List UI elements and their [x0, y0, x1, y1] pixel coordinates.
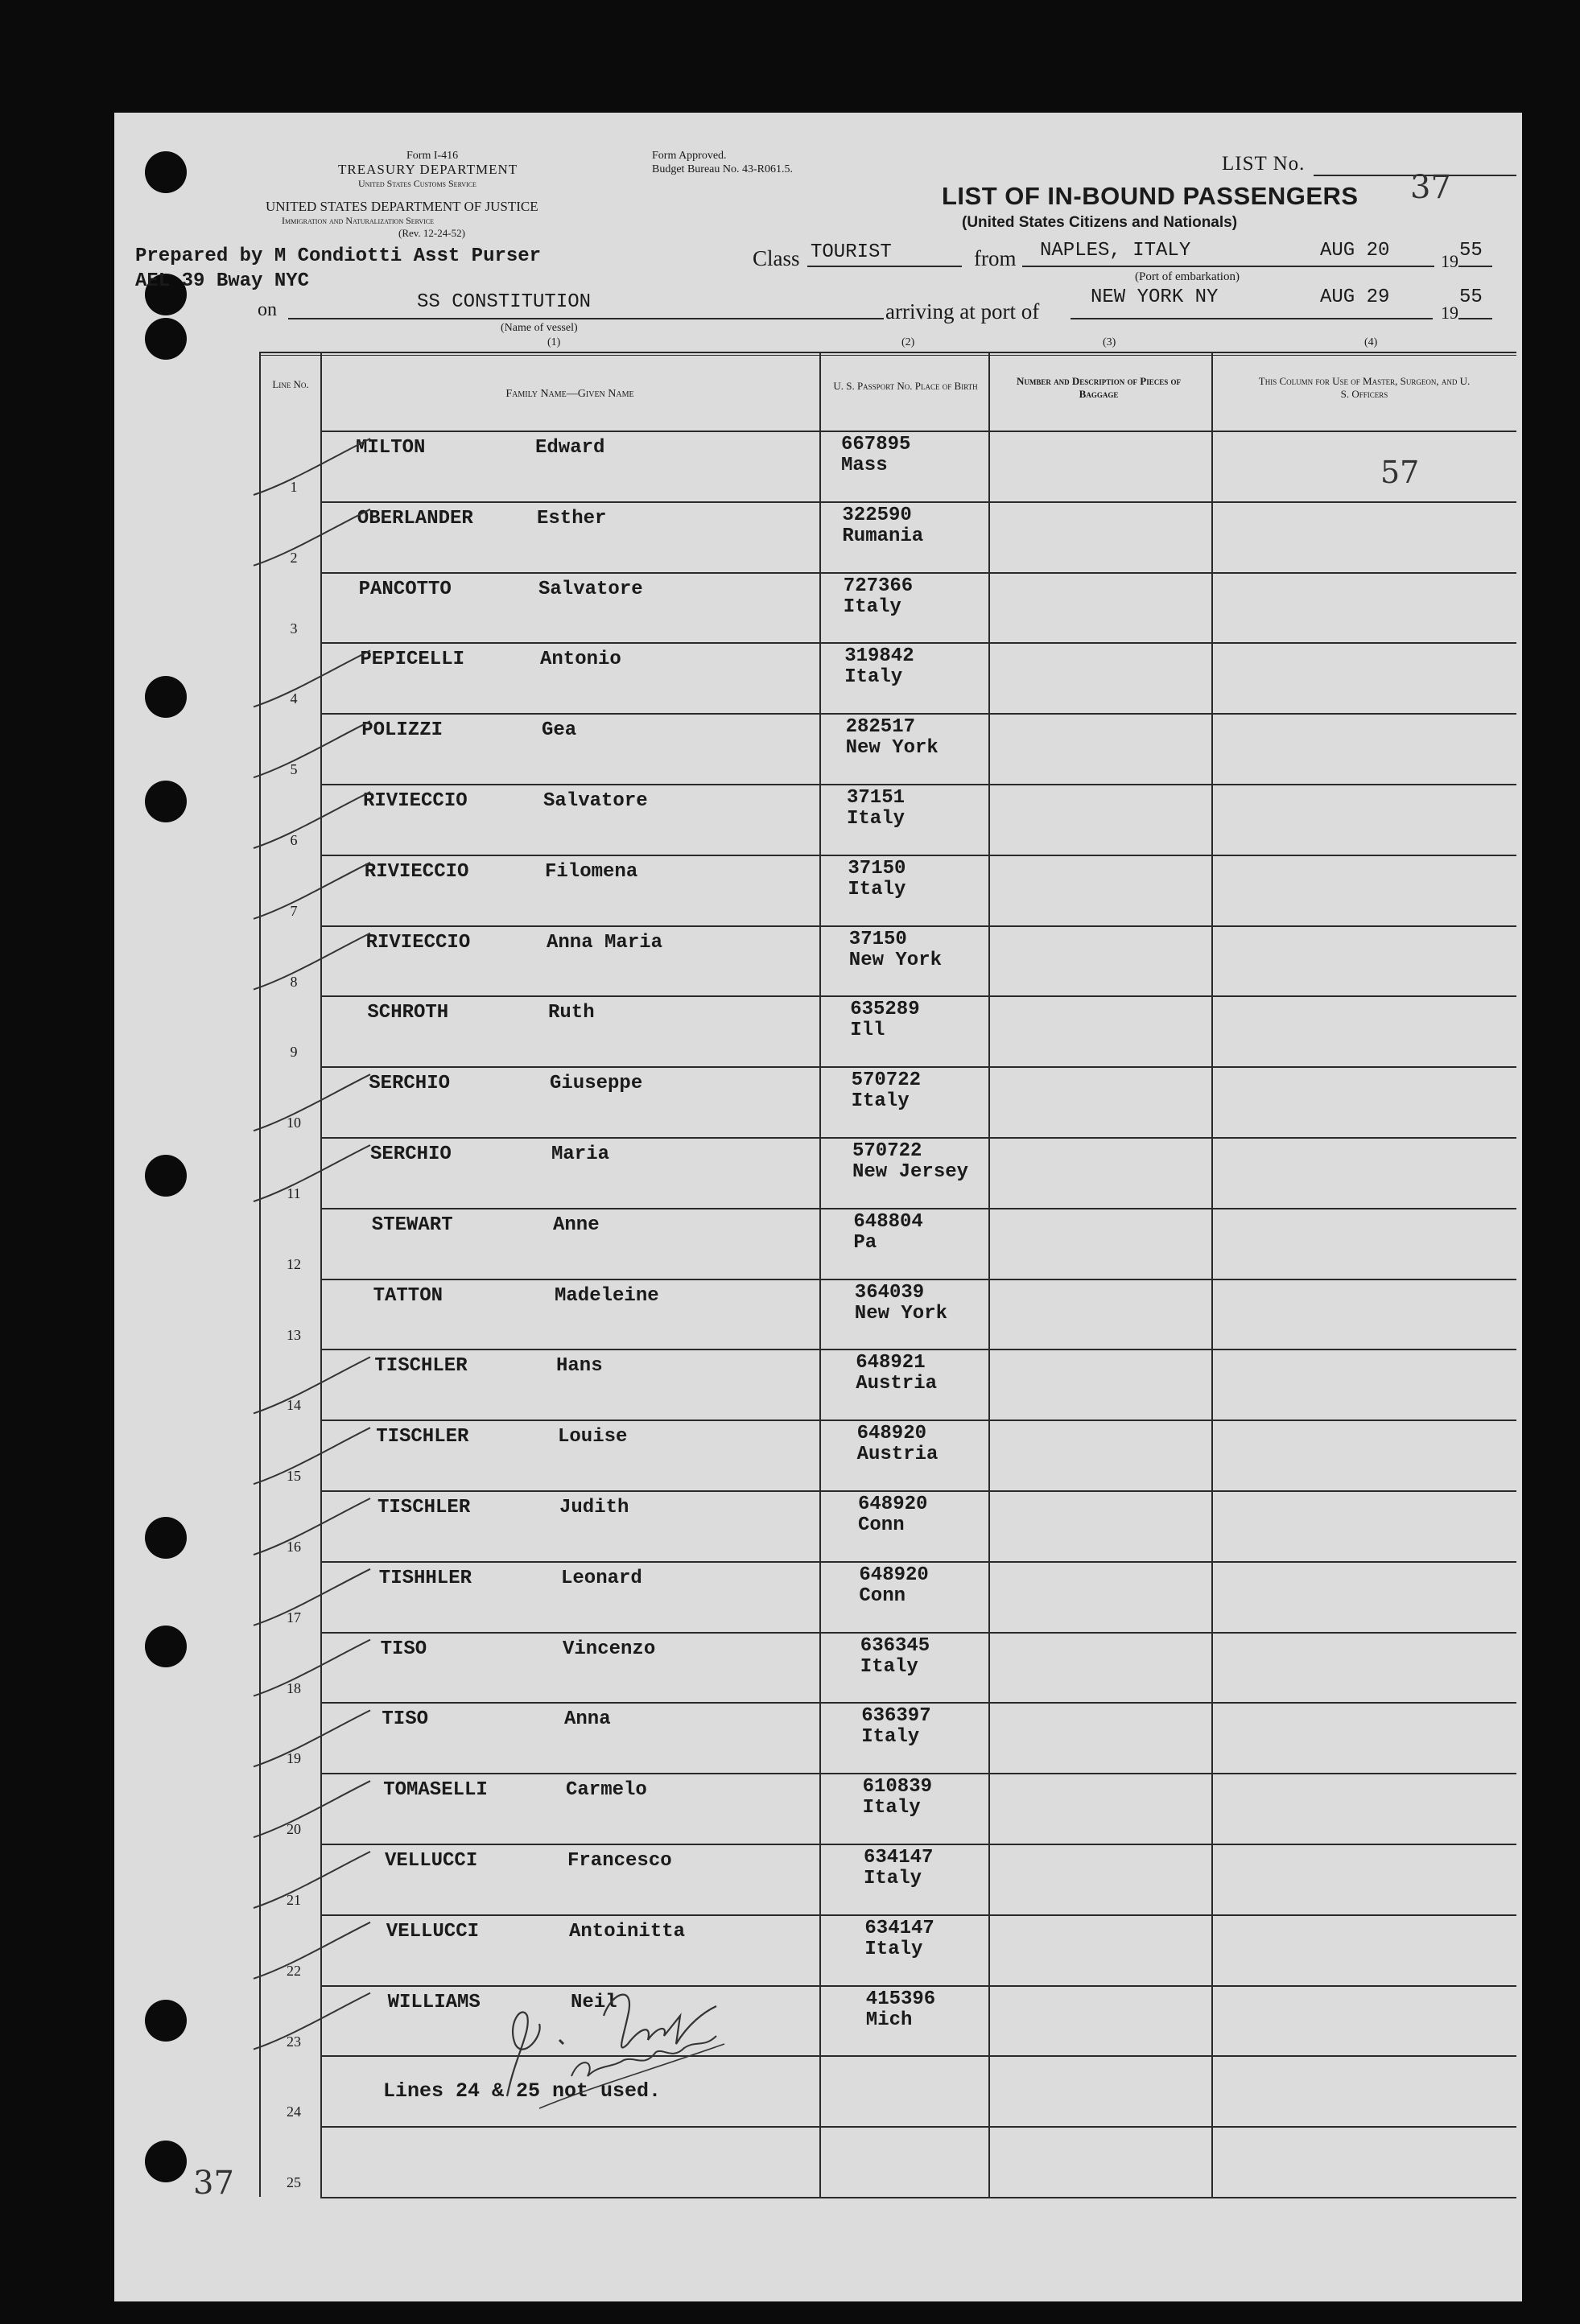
place-of-birth: New York — [845, 737, 939, 759]
passport-number: 636345 — [860, 1635, 930, 1657]
row-line-number: 6 — [290, 832, 298, 848]
given-name: Louise — [558, 1426, 628, 1448]
table-row-rule — [320, 1914, 1516, 1916]
passport-number: 37150 — [848, 858, 906, 880]
punch-hole — [145, 318, 187, 360]
given-name: Francesco — [567, 1850, 672, 1872]
unused-lines-note: Lines 24 & 25 not used. — [383, 2079, 662, 2103]
header-line-no: Line No. — [272, 378, 309, 390]
table-row-rule — [320, 1632, 1516, 1634]
punch-hole — [145, 1155, 187, 1197]
passport-number: 667895 — [841, 434, 911, 455]
passport-number: 364039 — [854, 1282, 925, 1304]
place-of-birth: Italy — [864, 1868, 922, 1889]
header-name: Family Name—Given Name — [505, 388, 634, 400]
column-number-label: (4) — [1364, 336, 1378, 348]
place-of-birth: Mass — [841, 455, 888, 476]
port-embarkation-label: (Port of embarkation) — [1135, 270, 1240, 283]
place-of-birth: Italy — [844, 666, 903, 688]
place-of-birth: Italy — [860, 1656, 918, 1678]
check-mark — [254, 1357, 370, 1413]
budget-bureau: Budget Bureau No. 43-R061.5. — [652, 163, 793, 175]
place-of-birth: Rumania — [842, 525, 924, 547]
class-underline — [807, 266, 962, 267]
given-name: Maria — [551, 1143, 610, 1165]
given-name: Antoinitta — [569, 1921, 686, 1943]
punch-hole — [145, 1626, 187, 1667]
table-row-rule — [320, 1490, 1516, 1492]
family-name: TISCHLER — [376, 1426, 469, 1448]
row-line-number: 8 — [290, 974, 298, 990]
arriving-underline — [1071, 318, 1433, 319]
table-row-rule — [320, 1349, 1516, 1350]
given-name: Giuseppe — [550, 1073, 643, 1094]
form-approved: Form Approved. — [652, 150, 727, 162]
year-value-2: 55 — [1459, 286, 1483, 308]
passport-number: 570722 — [851, 1069, 922, 1091]
family-name: TISCHLER — [374, 1355, 468, 1377]
check-mark — [254, 721, 370, 777]
place-of-birth: Conn — [858, 1514, 905, 1536]
ins-service: Immigration and Naturalization Service — [282, 215, 435, 226]
family-name: TATTON — [373, 1285, 443, 1307]
passport-number: 570722 — [852, 1140, 922, 1162]
list-no-label: LIST No. — [1222, 153, 1306, 175]
check-mark — [254, 1710, 370, 1766]
table-row-rule — [320, 1208, 1516, 1209]
family-name: STEWART — [371, 1214, 453, 1236]
check-marks — [241, 431, 402, 2197]
prepared-by: Prepared by M Condiotti Asst Purser — [135, 245, 542, 267]
table-header-rule — [320, 431, 1516, 432]
year-value: 55 — [1459, 240, 1483, 262]
row-line-number: 21 — [287, 1892, 301, 1908]
on-label: on — [258, 299, 277, 320]
row-line-number: 13 — [287, 1327, 301, 1343]
passport-number: 415396 — [865, 1988, 936, 2010]
passport-number: 37150 — [848, 929, 907, 950]
row-line-number: 14 — [287, 1397, 301, 1413]
check-mark — [254, 439, 370, 495]
family-name: POLIZZI — [361, 719, 443, 741]
punch-hole — [145, 2141, 187, 2182]
vessel-label: (Name of vessel) — [501, 322, 578, 334]
margin-number: 37 — [193, 2165, 234, 2202]
table-column-divider — [988, 352, 990, 2197]
table-top-rule — [259, 355, 1516, 356]
header-passport: U. S. Passport No. Place of Birth — [833, 380, 978, 392]
prepared-address: AEL 39 Bway NYC — [135, 270, 310, 292]
row-line-number: 23 — [287, 2034, 301, 2050]
passport-number: 648920 — [856, 1423, 927, 1444]
place-of-birth: Italy — [862, 1797, 921, 1819]
check-mark — [254, 1922, 370, 1979]
place-of-birth: Italy — [848, 879, 906, 900]
justice-department: UNITED STATES DEPARTMENT OF JUSTICE — [266, 199, 538, 214]
table-row-rule — [320, 925, 1516, 927]
row-line-number: 11 — [287, 1185, 301, 1201]
table-row-rule — [320, 995, 1516, 997]
table-row-rule — [320, 1420, 1516, 1421]
from-label: from — [974, 246, 1017, 270]
table-column-divider — [819, 352, 821, 2197]
check-mark — [254, 509, 370, 566]
place-of-birth: Austria — [856, 1444, 939, 1465]
given-name: Salvatore — [543, 790, 648, 812]
row-line-number: 1 — [290, 479, 298, 495]
given-name: Leonard — [561, 1568, 642, 1589]
family-name: SERCHIO — [369, 1073, 451, 1094]
family-name: WILLIAMS — [387, 1992, 481, 2013]
signature-scribble — [483, 1968, 789, 2128]
customs-service: United States Customs Service — [358, 178, 476, 189]
punch-hole — [145, 2000, 187, 2042]
place-of-birth: Italy — [851, 1090, 910, 1112]
passport-number: 636397 — [861, 1705, 931, 1727]
given-name: Anna Maria — [547, 932, 663, 954]
row-line-number: 3 — [290, 620, 298, 637]
table-row-rule — [320, 855, 1516, 856]
passport-number: 648920 — [859, 1564, 929, 1586]
check-mark — [254, 1145, 370, 1201]
list-title: LIST OF IN-BOUND PASSENGERS — [942, 182, 1359, 210]
passport-number: 648804 — [853, 1211, 923, 1233]
row-line-number: 16 — [287, 1539, 301, 1555]
list-no-value: 37 — [1410, 169, 1451, 206]
given-name: Carmelo — [566, 1779, 647, 1801]
family-name: SCHROTH — [367, 1002, 449, 1024]
check-mark — [254, 1781, 370, 1837]
family-name: TISCHLER — [377, 1497, 471, 1518]
place-of-birth: Italy — [847, 808, 906, 830]
column-number-label: (3) — [1103, 336, 1116, 348]
given-name: Anna — [564, 1708, 611, 1730]
row-line-number: 2 — [290, 550, 298, 566]
given-name: Salvatore — [538, 579, 643, 600]
check-mark — [254, 1428, 370, 1484]
vessel-value: SS CONSTITUTION — [417, 291, 592, 313]
from-value: NAPLES, ITALY — [1040, 240, 1191, 262]
from-date: AUG 20 — [1320, 240, 1390, 262]
given-name: Filomena — [545, 861, 638, 883]
given-name: Madeleine — [555, 1285, 659, 1307]
row-line-number: 10 — [287, 1115, 301, 1131]
revision-date: (Rev. 12-24-52) — [398, 227, 465, 239]
table-row-rule — [320, 1279, 1516, 1280]
punch-hole — [145, 1517, 187, 1559]
list-subtitle: (United States Citizens and Nationals) — [962, 214, 1238, 231]
table-row-rule — [320, 642, 1516, 644]
vessel-underline — [288, 318, 884, 319]
given-name: Hans — [556, 1355, 603, 1377]
punch-hole — [145, 781, 187, 822]
check-mark — [254, 933, 370, 990]
column-number-label: (1) — [547, 336, 561, 348]
row-line-number: 4 — [290, 690, 298, 707]
officer-mark: 57 — [1380, 455, 1420, 490]
given-name: Anne — [553, 1214, 600, 1236]
header-baggage: Number and Description of Pieces of Baggage — [1017, 375, 1181, 400]
year-underline — [1458, 266, 1492, 267]
passport-number: 282517 — [845, 716, 916, 738]
family-name: TISHHLER — [378, 1568, 472, 1589]
place-of-birth: New York — [854, 1303, 948, 1325]
place-of-birth: Italy — [861, 1726, 920, 1748]
treasury-department: TREASURY DEPARTMENT — [338, 162, 518, 177]
passport-number: 727366 — [843, 575, 914, 597]
family-name: MILTON — [356, 437, 426, 459]
punch-hole — [145, 151, 187, 193]
row-line-number: 19 — [287, 1750, 301, 1766]
table-row-rule — [320, 784, 1516, 785]
family-name: TOMASELLI — [383, 1779, 488, 1801]
row-line-number: 24 — [287, 2104, 301, 2120]
place-of-birth: Conn — [859, 1585, 906, 1607]
place-of-birth: Italy — [864, 1939, 923, 1960]
given-name: Ruth — [548, 1002, 595, 1024]
row-line-number: 20 — [287, 1821, 301, 1837]
passport-number: 610839 — [862, 1776, 933, 1798]
check-mark — [254, 1852, 370, 1908]
from-underline — [1022, 266, 1434, 267]
form-number: Form I-416 — [406, 150, 459, 162]
row-line-number: 9 — [290, 1044, 298, 1060]
family-name: RIVIECCIO — [364, 861, 469, 883]
check-mark — [254, 1498, 370, 1555]
place-of-birth: Pa — [853, 1232, 877, 1254]
given-name: Gea — [542, 719, 577, 741]
table-row-rule — [320, 1066, 1516, 1068]
row-line-number: 18 — [287, 1680, 301, 1696]
given-name: Esther — [537, 508, 607, 529]
table-top-rule — [259, 352, 1516, 353]
header-officers: This Column for Use of Master, Surgeon, and U. S. Officers — [1258, 375, 1471, 400]
family-name: TISO — [380, 1638, 427, 1660]
passport-number: 319842 — [844, 645, 914, 667]
place-of-birth: Italy — [843, 596, 901, 618]
row-line-number: 7 — [290, 903, 298, 919]
column-number-label: (2) — [901, 336, 915, 348]
passport-number: 322590 — [842, 505, 912, 526]
family-name: PANCOTTO — [358, 579, 452, 600]
family-name: RIVIECCIO — [363, 790, 468, 812]
check-mark — [254, 650, 370, 707]
check-mark — [254, 792, 370, 848]
row-line-number: 22 — [287, 1963, 301, 1979]
table-row-rule — [320, 713, 1516, 715]
arriving-date: AUG 29 — [1320, 286, 1390, 308]
check-mark — [254, 1640, 370, 1696]
table-row-rule — [320, 1702, 1516, 1704]
family-name: TISO — [382, 1708, 428, 1730]
family-name: OBERLANDER — [357, 508, 473, 529]
row-line-number: 12 — [287, 1256, 301, 1272]
family-name: VELLUCCI — [386, 1921, 480, 1943]
family-name: RIVIECCIO — [365, 932, 471, 954]
passport-number: 634147 — [864, 1918, 934, 1939]
year-prefix-2: 19 — [1441, 303, 1458, 323]
class-value: TOURIST — [811, 241, 892, 263]
passport-number: 648920 — [858, 1494, 928, 1515]
row-line-number: 5 — [290, 761, 298, 777]
arriving-label: arriving at port of — [885, 299, 1040, 323]
check-mark — [254, 1993, 370, 2050]
table-row-rule — [320, 1773, 1516, 1774]
passport-number: 634147 — [864, 1847, 934, 1869]
given-name: Neil — [571, 1992, 617, 2013]
given-name: Judith — [559, 1497, 629, 1518]
family-name: VELLUCCI — [385, 1850, 478, 1872]
place-of-birth: Austria — [856, 1373, 938, 1395]
table-row-rule — [320, 501, 1516, 503]
punch-hole — [145, 676, 187, 718]
table-row-rule — [320, 1137, 1516, 1139]
row-line-number: 25 — [287, 2174, 301, 2190]
class-label: Class — [753, 246, 800, 270]
family-name: SERCHIO — [370, 1143, 452, 1165]
given-name: Edward — [535, 437, 605, 459]
year-underline-2 — [1458, 318, 1492, 319]
year-prefix: 19 — [1441, 251, 1458, 271]
passport-number: 37151 — [847, 787, 906, 809]
place-of-birth: New Jersey — [852, 1161, 969, 1183]
passport-number: 648921 — [856, 1352, 926, 1374]
family-name: PEPICELLI — [360, 649, 465, 670]
place-of-birth: New York — [848, 950, 943, 971]
table-row-rule — [320, 1561, 1516, 1563]
row-line-number: 17 — [287, 1609, 301, 1626]
place-of-birth: Mich — [865, 2009, 913, 2031]
passport-number: 635289 — [850, 999, 920, 1020]
check-mark — [254, 1074, 370, 1131]
given-name: Antonio — [540, 649, 621, 670]
given-name: Vincenzo — [563, 1638, 656, 1660]
place-of-birth: Ill — [850, 1020, 885, 1041]
table-column-divider — [1211, 352, 1213, 2197]
check-mark — [254, 1569, 370, 1626]
table-row-rule — [320, 1844, 1516, 1845]
arriving-value: NEW YORK NY — [1091, 286, 1219, 308]
check-mark — [254, 863, 370, 919]
table-row-rule — [320, 2197, 1516, 2198]
table-row-rule — [320, 572, 1516, 574]
row-line-number: 15 — [287, 1468, 301, 1484]
